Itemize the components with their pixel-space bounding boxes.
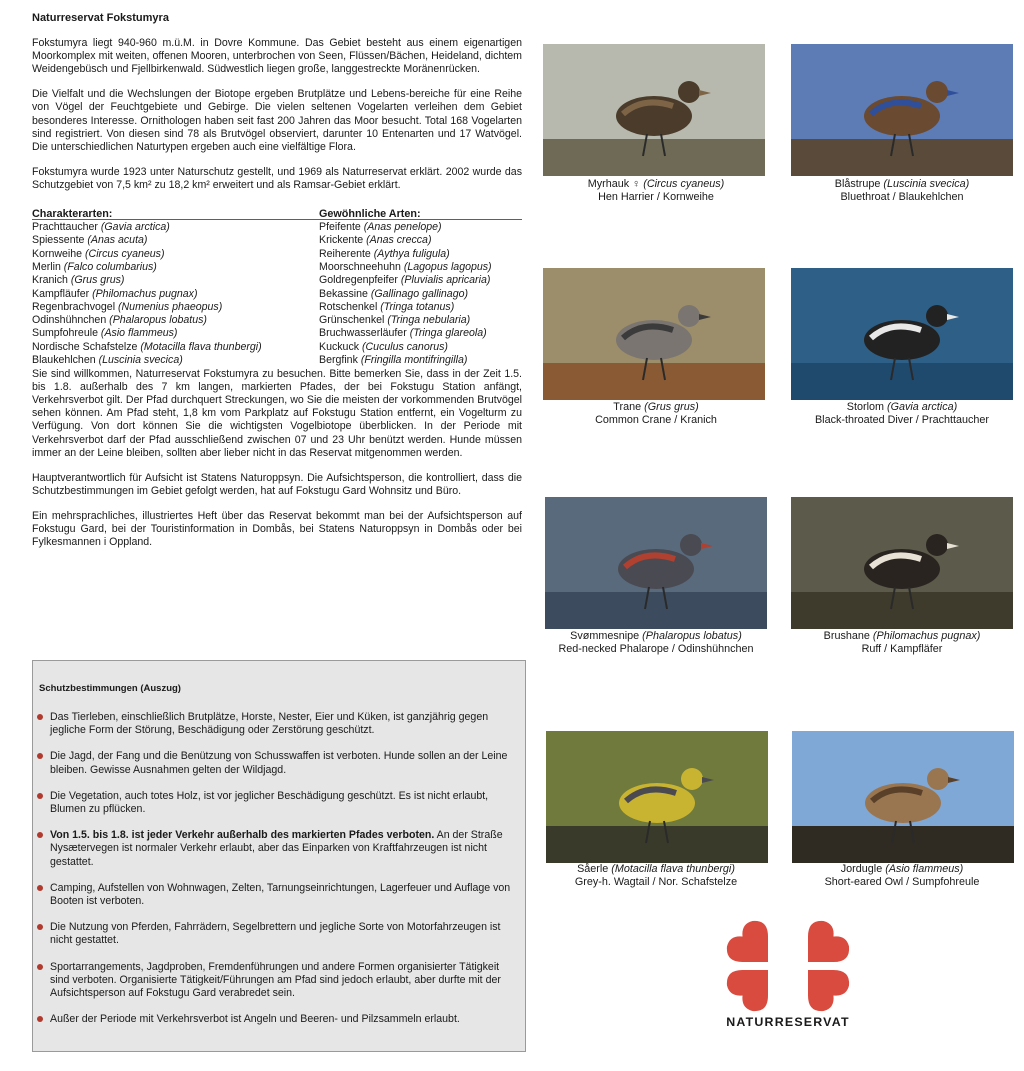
caption-latin-name: (Motacilla flava thunbergi)	[611, 863, 735, 875]
rule-item	[33, 961, 519, 1001]
species-name: Kranich	[32, 274, 68, 287]
species-latin-name: (Falco columbarius)	[63, 260, 157, 273]
bullet-icon	[37, 1016, 43, 1022]
species-name: Sumpfohreule	[32, 327, 98, 340]
photo-caption	[782, 401, 1022, 427]
species-row	[32, 248, 262, 261]
bullet-icon	[37, 832, 43, 838]
bullet-icon	[37, 714, 43, 720]
rule-item	[33, 921, 519, 947]
bullet-icon	[37, 793, 43, 799]
bird-photo	[792, 731, 1014, 863]
photo-caption	[536, 401, 776, 427]
rule-item	[33, 790, 519, 816]
caption-bird-name: Jordugle	[840, 863, 883, 875]
caption-line-1	[536, 178, 776, 191]
bullet-icon	[37, 964, 43, 970]
caption-latin-name: (Grus grus)	[644, 401, 699, 413]
bird-photo-icon	[791, 44, 1013, 176]
characteristic-species-column	[32, 208, 262, 367]
species-latin-name: (Anas crecca)	[366, 234, 432, 247]
species-row	[319, 234, 492, 247]
caption-english-german-name: Short-eared Owl / Sumpfohreule	[824, 876, 980, 888]
species-name: Spiessente	[32, 234, 85, 247]
bullet-icon	[37, 753, 43, 759]
caption-line-1	[782, 863, 1022, 876]
intro-paragraph-3: Fokstumyra wurde 1923 unter Naturschutz gestellt, und 1969 als Naturreservat erklärt. 2002 wurde das Schutzgebiet von 7,5 km² zu 18,2 km² erweitert und als Ramsar-Gebiet erklärt.	[32, 165, 522, 191]
species-name: Nordische Schafstelze	[32, 340, 138, 353]
caption-line-1	[782, 178, 1022, 191]
caption-latin-name: (Circus cyaneus)	[643, 178, 725, 190]
species-name: Krickente	[319, 234, 364, 247]
species-latin-name: (Aythya fuligula)	[373, 247, 450, 260]
species-row	[32, 288, 262, 301]
visit-paragraph-1: Sie sind willkommen, Naturreservat Fokstumyra zu besuchen. Bitte bemerken Sie, dass in der Zeit 1.5. bis 1.8. außerhalb des 7 km langen, markierten Pfades, der bei Fokstugu Station anfängt, Verkehrsverbot gilt. Der Pfad durchquert Streckungen, wo Sie die meisten der vorkommenden Brutvögel sehen können. Am Pfad steht, 1,8 km vom Parkplatz auf Fokstugu Station entfernt, ein Vogelturm zu Verfügung. Von dort können Sie die wichtigsten Vogelbiotope überblicken. In der Periode mit Verkehrsverbot darf der Pfad ausschließend zwischen 07 und 23 Uhr benützt werden. Hunde müssen immer an der Leine bleiben, sollten aber lieber nicht in das Reservat mitgenommen werden.	[32, 368, 522, 459]
protection-rules-title: Schutzbestimmungen (Auszug)	[39, 683, 181, 694]
bird-photo-icon	[791, 268, 1013, 400]
bird-photo	[543, 44, 765, 176]
bird-photo-icon	[543, 268, 765, 400]
protection-rules-list	[33, 711, 519, 1039]
species-latin-name: (Grus grus)	[70, 274, 125, 287]
species-latin-name: (Motacilla flava thunbergi)	[140, 340, 262, 353]
left-column	[32, 12, 522, 561]
species-latin-name: (Fringilla montifringilla)	[360, 354, 468, 366]
bullet-icon	[37, 924, 43, 930]
species-latin-name: (Tringa totanus)	[380, 300, 455, 313]
caption-bird-name: Myrhauk ♀	[587, 178, 641, 190]
photo-caption	[782, 178, 1022, 204]
species-latin-name: (Tringa glareola)	[409, 327, 487, 340]
species-row	[319, 341, 492, 354]
caption-line-1	[536, 863, 776, 876]
caption-line-1	[536, 630, 776, 643]
species-row	[32, 314, 262, 327]
species-row	[319, 301, 492, 314]
species-name: Kampfläufer	[32, 287, 90, 300]
naturreservat-logo-text: NATURRESERVAT	[726, 1015, 850, 1029]
species-row	[319, 288, 492, 301]
visit-paragraph-3: Ein mehrsprachliches, illustriertes Heft über das Reservat bekommt man bei der Aufsichtsperson auf Fokstugu Gard, bei der Touristinformation in Dombås, bei Statens Naturoppsyn in Dombås oder bei Fylkesmannen i Oppland.	[32, 509, 522, 549]
characteristic-species-heading: Charakterarten:	[32, 208, 113, 221]
rule-emphasis: Von 1.5. bis 1.8. ist jeder Verkehr außerhalb des markierten Pfades verboten.	[50, 829, 435, 842]
bird-photo-icon	[546, 731, 768, 863]
caption-bird-name: Brushane	[823, 630, 870, 642]
caption-bird-name: Svømmesnipe	[570, 630, 640, 642]
bird-photo-icon	[545, 497, 767, 629]
species-latin-name: (Asio flammeus)	[100, 327, 178, 340]
bird-photo	[543, 268, 765, 400]
bird-photo	[791, 268, 1013, 400]
intro-paragraph-2: Die Vielfalt und die Wechslungen der Biotope ergeben Brutplätze und Lebens-bereiche für eine Reihe von Vögel der Feuchtgebiete und Gebirge. Die vielen seltenen Vogelarten verleihen dem Gebiet besonderes Interesse. Ornithologen haben seit fast 200 Jahren das Moor besucht. Total 168 Vogelarten sind registriert. Von diesen sind 78 als Brutvögel observiert, darunter 10 Entenarten und 17 Watvögel. Die unterschiedlichen Naturtypen ergeben auch eine vielfältige Flora.	[32, 88, 522, 153]
rule-text: Sportarrangements, Jagdproben, Fremdenführungen und andere Formen organisierter Tätigkeit sind verboten. Organisierte Tätigkeit/Führungen am Pfad sind jedoch erlaubt, aber durfte mit der Aufsichtsperson auf Fokstugu Gard verabredet sein.	[50, 960, 501, 1000]
caption-latin-name: (Phalaropus lobatus)	[642, 630, 742, 642]
bird-photo	[791, 44, 1013, 176]
rule-text: Camping, Aufstellen von Wohnwagen, Zelten, Tarnungseinrichtungen, Lagerfeuer und Auflage von Booten ist verboten.	[50, 881, 511, 908]
rule-item	[33, 882, 519, 908]
bullet-icon	[37, 885, 43, 891]
photo-caption	[782, 863, 1022, 889]
rule-text: An der Straße Nysætervegen ist normaler Verkehr erlaubt, aber das Einparken von Kraftfahrzeugen ist nicht gestattet.	[50, 829, 503, 868]
caption-english-german-name: Ruff / Kampfläfer	[861, 643, 943, 655]
caption-bird-name: Storlom	[846, 401, 884, 413]
species-row	[319, 248, 492, 261]
species-latin-name: (Cuculus canorus)	[362, 340, 448, 353]
photo-caption	[536, 178, 776, 204]
species-latin-name: (Phalaropus lobatus)	[109, 314, 207, 327]
species-name: Blaukehlchen	[32, 354, 96, 366]
intro-paragraph-1: Fokstumyra liegt 940-960 m.ü.M. in Dovre Kommune. Das Gebiet besteht aus einem eigenartigen Moorkomplex mit weiten, offenen Mooren, unterbrochen von Seen, Flüssen/Bächen, Heideland, dichtem Weidengebüsch und Fjellbirkenwald. Südwestlich liegen große, langgestreckte Moränenrücken.	[32, 37, 522, 76]
caption-english-german-name: Red-necked Phalarope / Odinshühnchen	[558, 643, 754, 655]
bird-photo-icon	[792, 731, 1014, 863]
species-row	[319, 274, 492, 287]
species-latin-name: (Lagopus lagopus)	[403, 260, 492, 273]
caption-line-1	[536, 401, 776, 414]
species-latin-name: (Pluvialis apricaria)	[400, 274, 491, 287]
rule-text: Die Jagd, der Fang und die Benützung von Schusswaffen ist verboten. Hunde sollen an der Leine bleiben. Gewisse Ausnahmen gelten der Wildjagd.	[50, 750, 508, 776]
species-row	[319, 327, 492, 340]
species-name: Bruchwasserläufer	[319, 327, 407, 340]
rule-item	[33, 750, 519, 776]
bird-photo-icon	[543, 44, 765, 176]
caption-bird-name: Trane	[613, 401, 642, 413]
species-latin-name: (Gallinago gallinago)	[370, 287, 469, 300]
species-row	[32, 341, 262, 354]
species-row	[32, 274, 262, 287]
caption-english-german-name: Black-throated Diver / Prachttaucher	[814, 414, 990, 426]
species-name: Bekassine	[319, 287, 368, 300]
species-name: Moorschneehuhn	[319, 260, 401, 273]
species-name: Kuckuck	[319, 340, 360, 353]
bird-photo	[545, 497, 767, 629]
caption-line-1	[782, 630, 1022, 643]
rule-item	[33, 829, 519, 869]
species-latin-name: (Numenius phaeopus)	[118, 300, 223, 313]
rule-text: Die Nutzung von Pferden, Fahrrädern, Segelbrettern und jegliche Sorte von Motorfahrzeugen ist nicht gestattet.	[50, 921, 501, 947]
rule-text: Außer der Periode mit Verkehrsverbot ist Angeln und Beeren- und Pilzsammeln erlaubt.	[50, 1013, 460, 1026]
photo-caption	[536, 630, 776, 656]
species-row	[32, 327, 262, 340]
caption-english-german-name: Bluethroat / Blaukehlchen	[840, 191, 964, 203]
species-name: Goldregenpfeifer	[319, 274, 398, 287]
photo-caption	[536, 863, 776, 889]
species-row	[32, 234, 262, 247]
species-latin-name: (Anas acuta)	[87, 234, 148, 247]
reserve-title: Naturreservat Fokstumyra	[32, 12, 169, 24]
species-latin-name: (Gavia arctica)	[100, 221, 170, 234]
species-name: Regenbrachvogel	[32, 300, 116, 313]
visit-paragraph-2: Hauptverantwortlich für Aufsicht ist Statens Naturoppsyn. Die Aufsichtsperson, die kontrolliert, dass die Schutzbestimmungen im Gebiet gefolgt werden, hat auf Fokstugu Gard Wohnsitz und Büro.	[32, 471, 522, 497]
protection-rules-box	[32, 660, 526, 1052]
species-row	[32, 221, 262, 234]
species-name: Odinshühnchen	[32, 314, 107, 327]
caption-english-german-name: Hen Harrier / Kornweihe	[598, 191, 714, 203]
rule-item	[33, 711, 519, 737]
species-name: Kornweihe	[32, 247, 83, 260]
caption-english-german-name: Common Crane / Kranich	[595, 414, 717, 426]
species-latin-name: (Luscinia svecica)	[98, 354, 183, 366]
species-latin-name: (Philomachus pugnax)	[92, 287, 198, 300]
caption-bird-name: Blåstrupe	[834, 178, 881, 190]
species-row	[32, 301, 262, 314]
species-name: Prachttaucher	[32, 221, 98, 234]
caption-latin-name: (Gavia arctica)	[887, 401, 958, 413]
species-row	[319, 354, 492, 367]
species-latin-name: (Anas penelope)	[363, 221, 442, 234]
species-row	[32, 261, 262, 274]
species-name: Pfeifente	[319, 221, 361, 234]
caption-latin-name: (Luscinia svecica)	[883, 178, 970, 190]
species-name: Merlin	[32, 260, 61, 273]
species-latin-name: (Tringa nebularia)	[387, 314, 471, 327]
species-row	[319, 221, 492, 234]
rule-text: Die Vegetation, auch totes Holz, ist vor jeglicher Beschädigung geschützt. Es ist nicht erlaubt, Blumen zu pflücken.	[50, 789, 489, 816]
common-species-column	[319, 208, 492, 367]
caption-latin-name: (Philomachus pugnax)	[872, 630, 981, 642]
caption-line-1	[782, 401, 1022, 414]
rule-text: Das Tierleben, einschließlich Brutplätze, Horste, Nester, Eier und Küken, ist ganzjährig gegen jegliche Form der Störung, Beschädigung oder Zerstörung geschützt.	[50, 711, 489, 737]
species-name: Grünschenkel	[319, 314, 385, 327]
naturreservat-logo-icon	[718, 912, 858, 1020]
caption-english-german-name: Grey-h. Wagtail / Nor. Schafstelze	[574, 876, 738, 888]
bird-photo-icon	[791, 497, 1013, 629]
species-row	[319, 314, 492, 327]
species-name: Reiherente	[319, 247, 371, 260]
bird-photo	[791, 497, 1013, 629]
common-species-heading: Gewöhnliche Arten:	[319, 208, 421, 221]
species-name: Bergfink	[319, 354, 358, 366]
rule-item	[33, 1013, 519, 1026]
species-latin-name: (Circus cyaneus)	[85, 247, 165, 260]
species-row	[319, 261, 492, 274]
species-lists	[32, 208, 522, 368]
species-name: Rotschenkel	[319, 300, 378, 313]
species-row	[32, 354, 262, 367]
caption-bird-name: Såerle	[577, 863, 609, 875]
photo-caption	[782, 630, 1022, 656]
caption-latin-name: (Asio flammeus)	[885, 863, 964, 875]
bird-photo	[546, 731, 768, 863]
